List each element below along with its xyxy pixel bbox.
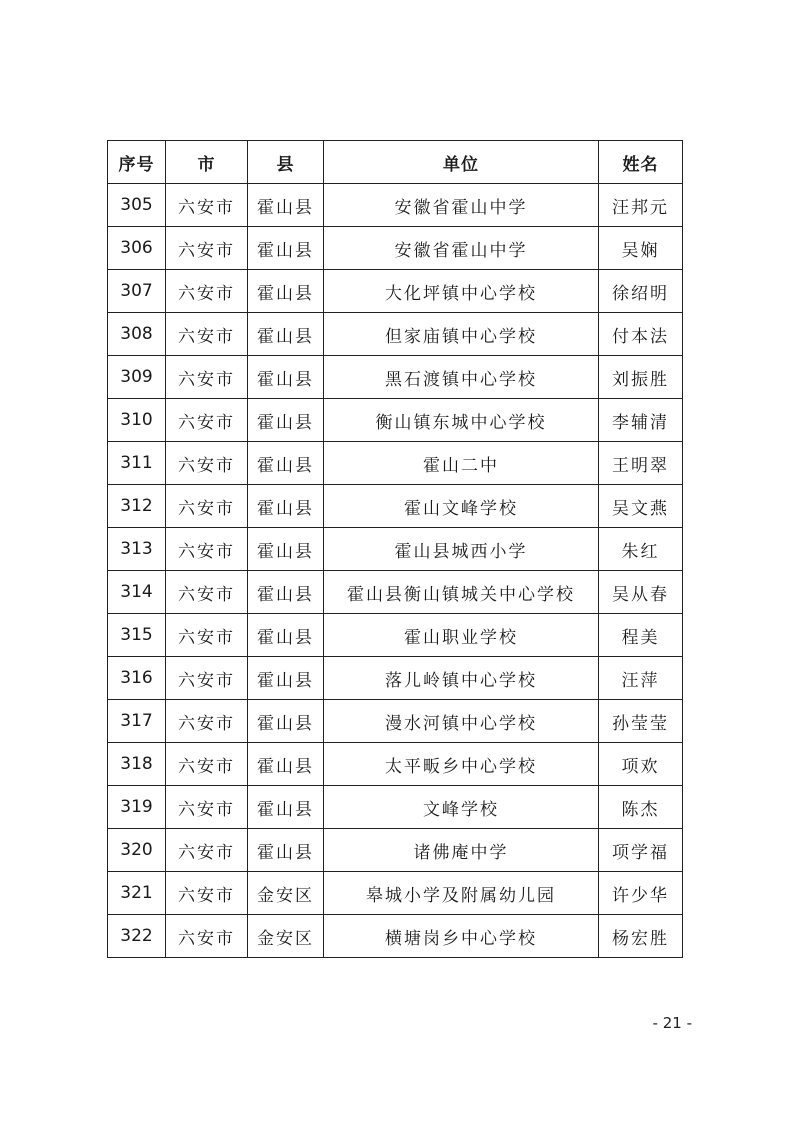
page-number: - 21 - (652, 1014, 692, 1032)
header-unit: 单位 (324, 141, 599, 184)
table-row (108, 700, 683, 743)
table-body (108, 184, 683, 958)
cell-unit: 霍山文峰学校 (324, 485, 599, 528)
table-row (108, 485, 683, 528)
cell-name: 吴娴 (599, 227, 683, 270)
cell-county: 霍山县 (248, 700, 324, 743)
cell-city: 六安市 (166, 399, 248, 442)
table-row (108, 227, 683, 270)
cell-county: 霍山县 (248, 614, 324, 657)
cell-name: 吴文燕 (599, 485, 683, 528)
cell-no: 312 (108, 485, 166, 528)
cell-name: 程美 (599, 614, 683, 657)
cell-name: 付本法 (599, 313, 683, 356)
cell-no: 317 (108, 700, 166, 743)
table-header-row (108, 141, 683, 184)
cell-county: 霍山县 (248, 485, 324, 528)
cell-unit: 漫水河镇中心学校 (324, 700, 599, 743)
cell-no: 315 (108, 614, 166, 657)
table-row (108, 356, 683, 399)
table-row (108, 528, 683, 571)
cell-city: 六安市 (166, 227, 248, 270)
cell-no: 306 (108, 227, 166, 270)
cell-city: 六安市 (166, 829, 248, 872)
table-row (108, 872, 683, 915)
cell-unit: 霍山县城西小学 (324, 528, 599, 571)
cell-no: 320 (108, 829, 166, 872)
cell-city: 六安市 (166, 270, 248, 313)
cell-no: 313 (108, 528, 166, 571)
cell-name: 李辅清 (599, 399, 683, 442)
cell-county: 金安区 (248, 915, 324, 958)
cell-name: 项欢 (599, 743, 683, 786)
cell-city: 六安市 (166, 657, 248, 700)
table-row (108, 399, 683, 442)
cell-city: 六安市 (166, 571, 248, 614)
cell-name: 王明翠 (599, 442, 683, 485)
cell-no: 310 (108, 399, 166, 442)
cell-no: 307 (108, 270, 166, 313)
table-row (108, 184, 683, 227)
cell-unit: 落儿岭镇中心学校 (324, 657, 599, 700)
cell-county: 霍山县 (248, 184, 324, 227)
cell-name: 徐绍明 (599, 270, 683, 313)
table-row (108, 442, 683, 485)
cell-city: 六安市 (166, 528, 248, 571)
cell-county: 霍山县 (248, 313, 324, 356)
cell-name: 吴从春 (599, 571, 683, 614)
cell-city: 六安市 (166, 915, 248, 958)
cell-name: 杨宏胜 (599, 915, 683, 958)
header-no: 序号 (108, 141, 166, 184)
cell-unit: 诸佛庵中学 (324, 829, 599, 872)
cell-unit: 霍山县衡山镇城关中心学校 (324, 571, 599, 614)
cell-county: 霍山县 (248, 829, 324, 872)
cell-county: 霍山县 (248, 442, 324, 485)
cell-city: 六安市 (166, 614, 248, 657)
cell-city: 六安市 (166, 700, 248, 743)
cell-city: 六安市 (166, 184, 248, 227)
cell-no: 318 (108, 743, 166, 786)
cell-no: 314 (108, 571, 166, 614)
cell-county: 霍山县 (248, 571, 324, 614)
table-row (108, 657, 683, 700)
cell-name: 许少华 (599, 872, 683, 915)
cell-county: 金安区 (248, 872, 324, 915)
cell-no: 321 (108, 872, 166, 915)
header-name: 姓名 (599, 141, 683, 184)
cell-no: 305 (108, 184, 166, 227)
cell-name: 陈杰 (599, 786, 683, 829)
cell-name: 刘振胜 (599, 356, 683, 399)
table-row (108, 313, 683, 356)
cell-city: 六安市 (166, 485, 248, 528)
cell-city: 六安市 (166, 743, 248, 786)
cell-unit: 但家庙镇中心学校 (324, 313, 599, 356)
table-row (108, 829, 683, 872)
cell-no: 309 (108, 356, 166, 399)
table-row (108, 743, 683, 786)
cell-name: 孙莹莹 (599, 700, 683, 743)
cell-name: 项学福 (599, 829, 683, 872)
cell-unit: 霍山二中 (324, 442, 599, 485)
cell-unit: 安徽省霍山中学 (324, 227, 599, 270)
header-city: 市 (166, 141, 248, 184)
table-row (108, 270, 683, 313)
cell-unit: 衡山镇东城中心学校 (324, 399, 599, 442)
cell-city: 六安市 (166, 786, 248, 829)
cell-county: 霍山县 (248, 399, 324, 442)
cell-unit: 霍山职业学校 (324, 614, 599, 657)
cell-unit: 太平畈乡中心学校 (324, 743, 599, 786)
header-county: 县 (248, 141, 324, 184)
cell-city: 六安市 (166, 442, 248, 485)
cell-no: 319 (108, 786, 166, 829)
cell-county: 霍山县 (248, 786, 324, 829)
cell-unit: 横塘岗乡中心学校 (324, 915, 599, 958)
table-row (108, 614, 683, 657)
cell-city: 六安市 (166, 872, 248, 915)
cell-no: 322 (108, 915, 166, 958)
cell-county: 霍山县 (248, 528, 324, 571)
table-row (108, 786, 683, 829)
table-row (108, 915, 683, 958)
cell-no: 311 (108, 442, 166, 485)
cell-county: 霍山县 (248, 356, 324, 399)
cell-city: 六安市 (166, 313, 248, 356)
cell-no: 308 (108, 313, 166, 356)
roster-table (107, 140, 683, 958)
cell-name: 朱红 (599, 528, 683, 571)
cell-county: 霍山县 (248, 227, 324, 270)
cell-no: 316 (108, 657, 166, 700)
cell-name: 汪萍 (599, 657, 683, 700)
cell-county: 霍山县 (248, 657, 324, 700)
cell-name: 汪邦元 (599, 184, 683, 227)
cell-unit: 文峰学校 (324, 786, 599, 829)
cell-city: 六安市 (166, 356, 248, 399)
cell-unit: 安徽省霍山中学 (324, 184, 599, 227)
table-row (108, 571, 683, 614)
cell-county: 霍山县 (248, 270, 324, 313)
cell-unit: 皋城小学及附属幼儿园 (324, 872, 599, 915)
cell-county: 霍山县 (248, 743, 324, 786)
cell-unit: 大化坪镇中心学校 (324, 270, 599, 313)
cell-unit: 黑石渡镇中心学校 (324, 356, 599, 399)
